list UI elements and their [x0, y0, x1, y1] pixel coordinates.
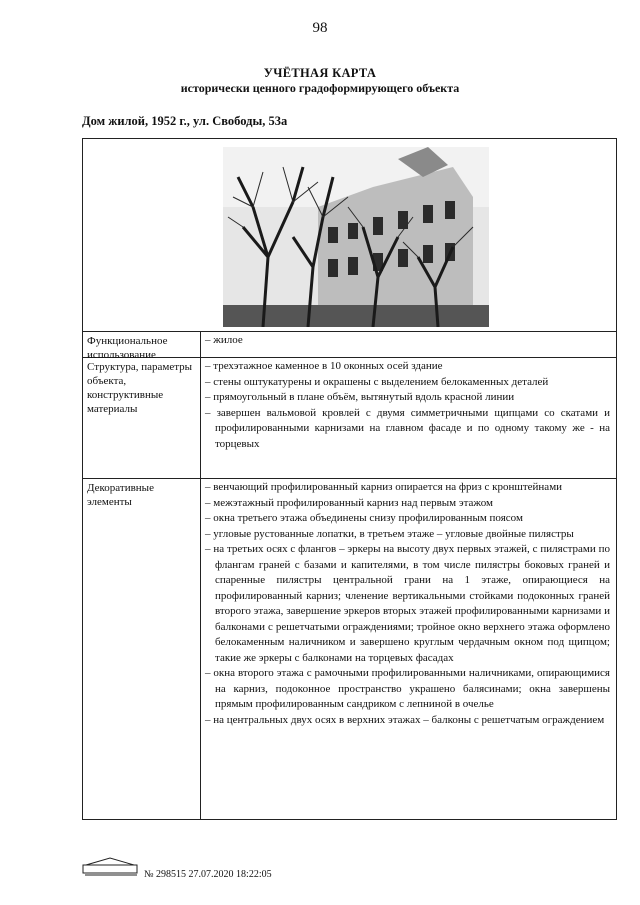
building-photo — [223, 147, 489, 327]
structure-row — [83, 358, 616, 479]
decorative-item: – межэтажный профилированный карниз над первым этажом — [205, 496, 493, 509]
structure-item: – прямоугольный в плане объём, вытянутый вдоль красной линии — [205, 391, 515, 403]
page-number: 98 — [312, 20, 328, 36]
functional-row — [83, 332, 616, 361]
decorative-item: – на третьих осях с флангов – эркеры на высоту двух первых этажей, с пилястрами по флангам граней с базами и капителями, в том числе пилястры боковых граней и спаренные пилястры центральной грани на 1 этаже, опирающиеся на профилированный карниз; членение вертикальными стойками подоконных граней второго этажа, завершение эркеров вторых этажей профилированными карнизами и балконами с решетчатыми ограждениями; тройное окно верхнего этажа оформлено белокаменным наличником и завершено круглым чердачным окном под щипцом; такие же эркеры с балконами на торцевых фасадах — [205, 543, 610, 664]
photo-row — [83, 139, 616, 332]
decorative-item: – окна третьего этажа объединены снизу профилированным поясом — [205, 512, 523, 524]
decorative-item: – венчающий профилированный карниз опирается на фриз с кронштейнами — [205, 481, 563, 493]
footer — [82, 855, 382, 885]
functional-label: Функциональное использование — [83, 332, 201, 357]
decorative-content — [201, 479, 616, 819]
registry-stamp-icon — [82, 857, 140, 877]
structure-content — [201, 358, 616, 478]
card-title: УЧЁТНАЯ КАРТА — [263, 66, 377, 80]
decorative-item: – угловые рустованные лопатки, в третьем этаже – угловые двойные пилястры — [205, 527, 574, 540]
functional-content — [201, 332, 616, 357]
functional-item: – жилое — [205, 334, 243, 346]
document-reference: № 298515 27.07.2020 18:22:05 — [144, 869, 272, 880]
decorative-row — [83, 479, 616, 819]
structure-label: Структура, параметры объекта, конструктивные материалы — [83, 358, 201, 478]
decorative-label: Декоративные элементы — [83, 479, 201, 819]
record-card-table — [82, 138, 617, 820]
decorative-item: – окна второго этажа с рамочными профилированными наличниками, опирающимися на карниз, подоконное пространство украшено балясинами; окна завершены прямым профилированным сандриком с лепниной в очелье — [205, 667, 610, 710]
structure-item: – стены оштукатурены и окрашены с выделением белокаменных деталей — [205, 375, 549, 388]
building-photo-image — [223, 147, 489, 327]
structure-item: – трехэтажное каменное в 10 оконных осей здание — [205, 360, 443, 372]
object-name: Дом жилой, 1952 г., ул. Свободы, 53а — [82, 114, 288, 128]
structure-item: – завершен вальмовой кровлей с двумя симметричными щипцами со скатами и профилированными карнизами на главном фасаде и по одному такому же - на торцевых — [205, 406, 610, 450]
card-subtitle: исторически ценного градоформирующего объекта — [180, 81, 460, 95]
decorative-item: – на центральных двух осях в верхних этажах – балконы с решетчатым ограждением — [205, 713, 605, 726]
